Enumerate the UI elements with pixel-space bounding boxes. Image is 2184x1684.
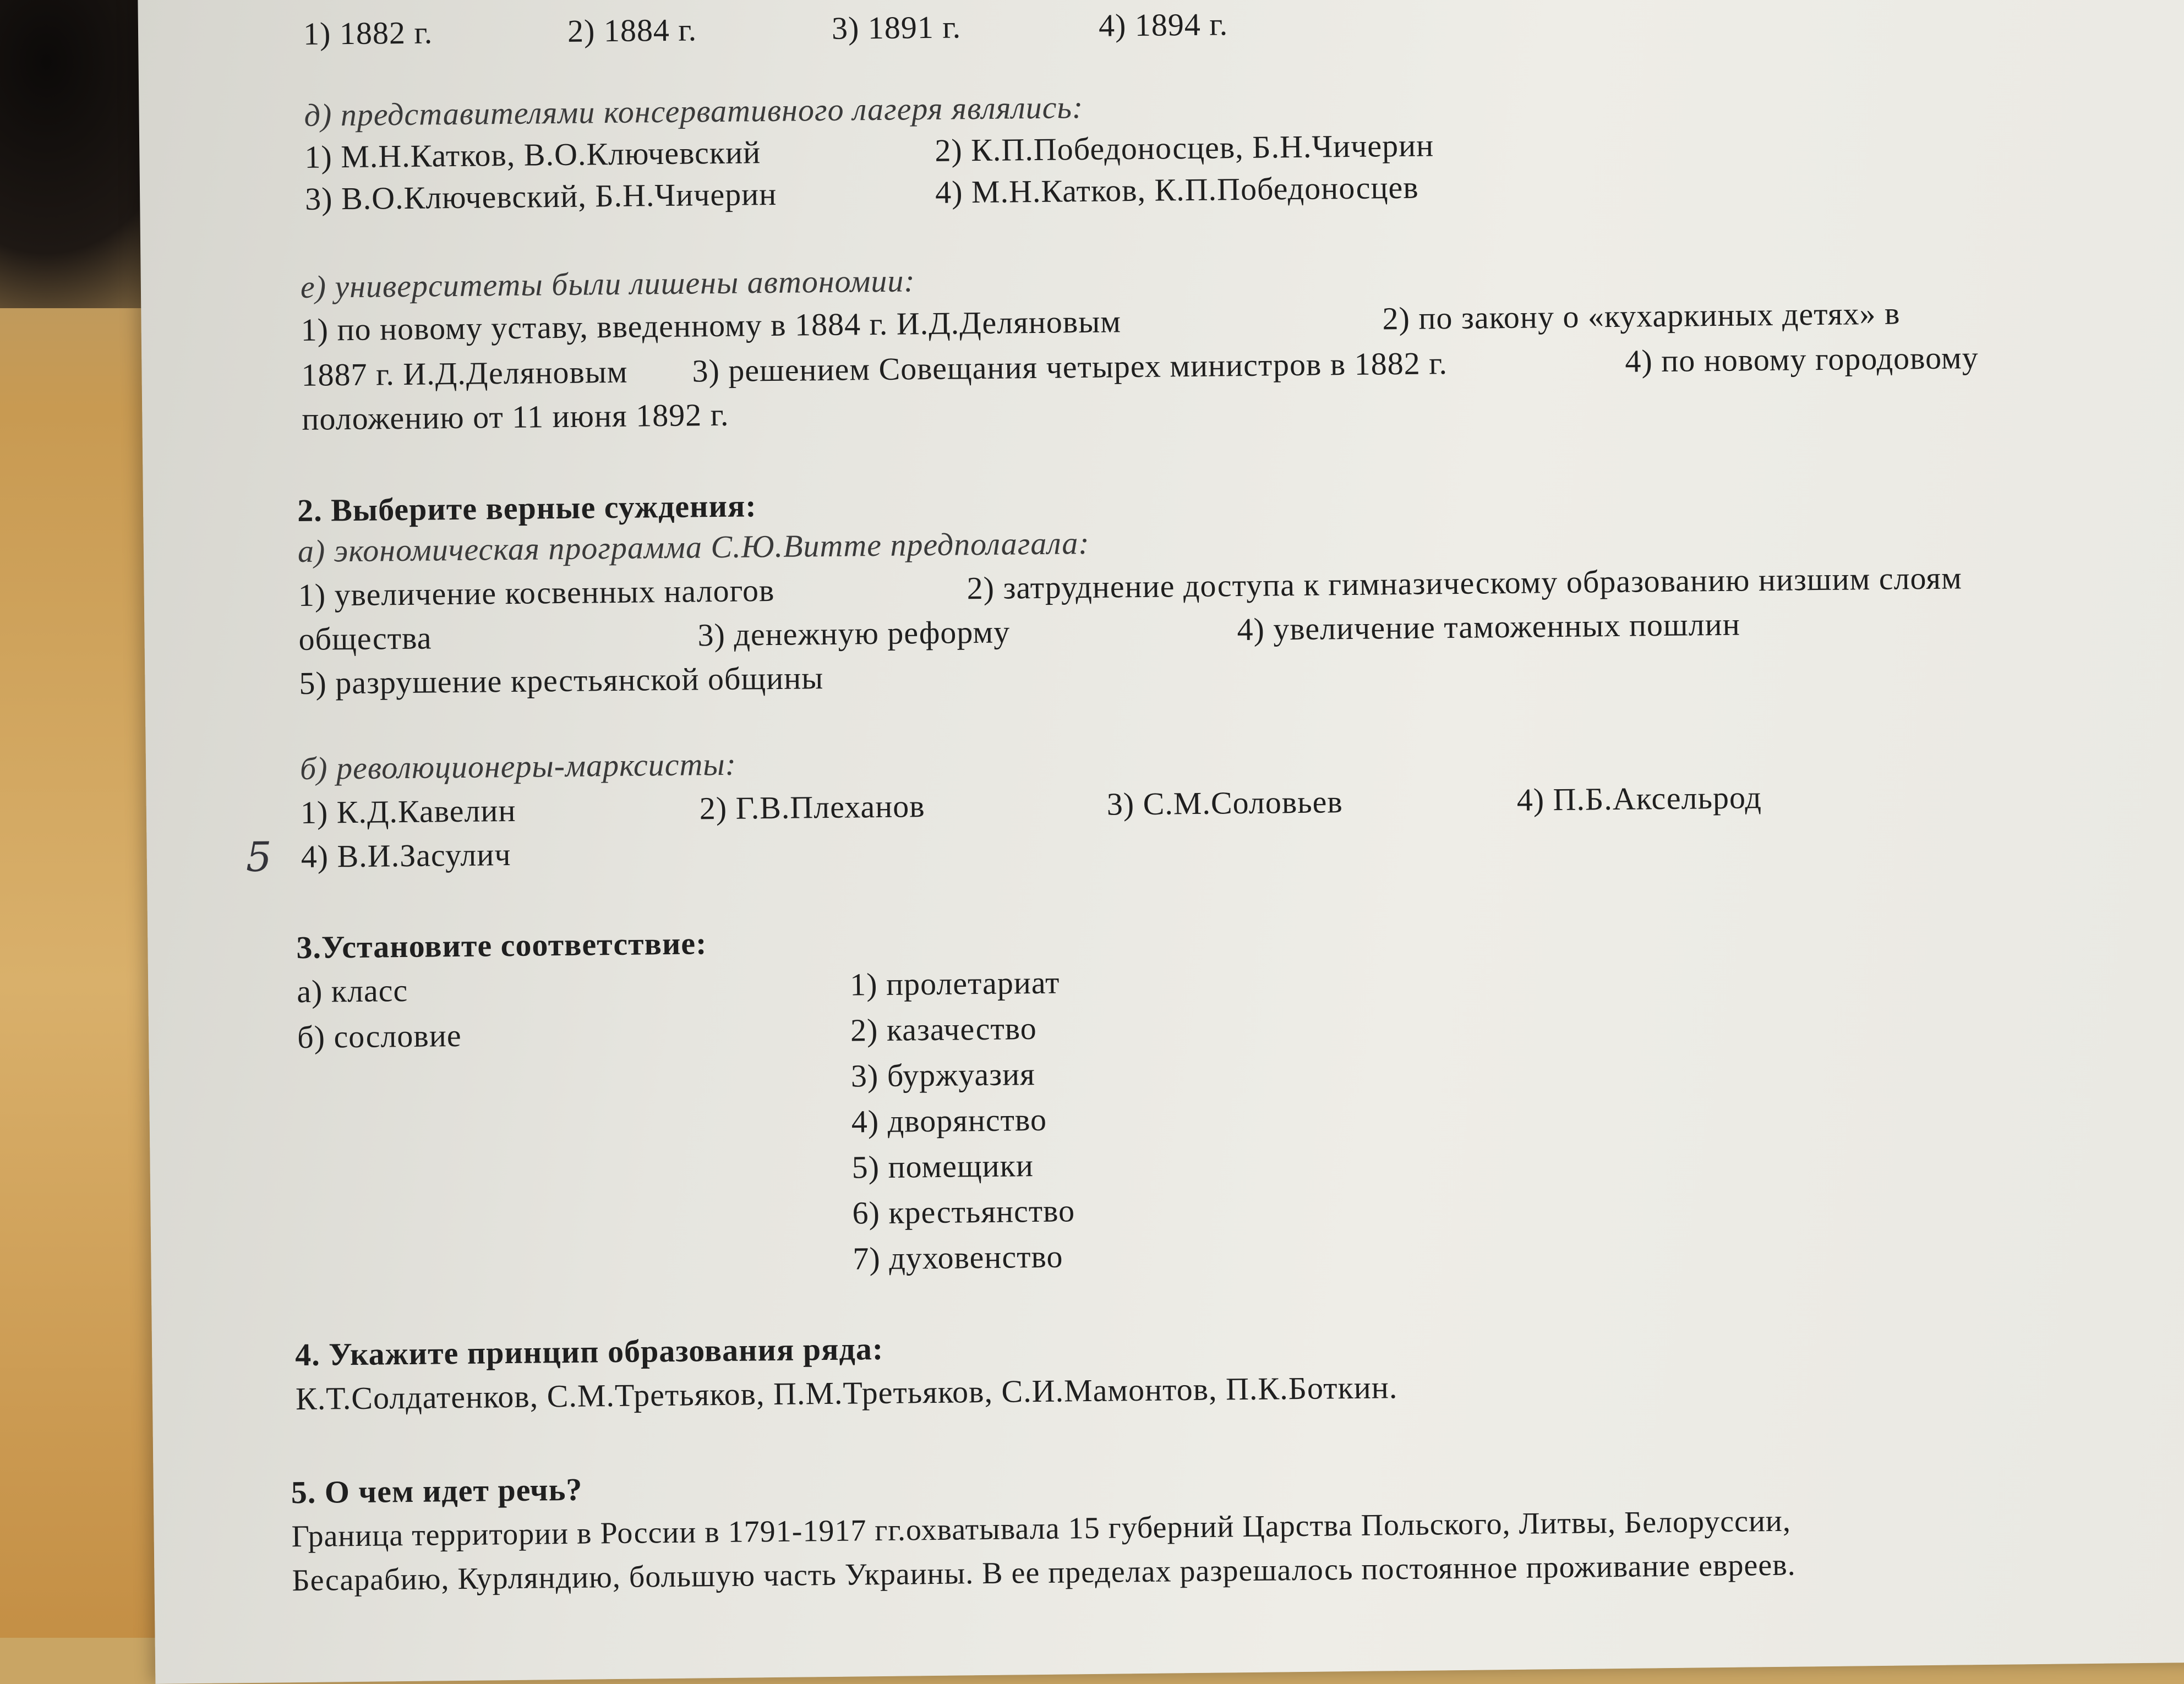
worksheet-page xyxy=(138,0,2184,1684)
q1c-option-4: 4) 1894 г. xyxy=(1098,6,1228,43)
q3-right-1: 1) пролетариат xyxy=(849,964,1060,1003)
q1e-line2a: 1887 г. И.Д.Деляновым xyxy=(301,353,628,393)
q1d-option-1: 1) М.Н.Катков, В.О.Ключевский xyxy=(304,134,761,175)
q5-heading: 5. О чем идет речь? xyxy=(291,1471,583,1511)
q2a-line2b: 3) денежную реформу xyxy=(697,614,1011,653)
q3-left-b: б) сословие xyxy=(297,1017,462,1056)
q2a-line2c: 4) увеличение таможенных пошлин xyxy=(1237,606,1740,648)
q1d-option-4: 4) М.Н.Катков, К.П.Победоносцев xyxy=(935,169,1419,210)
q3-right-7: 7) духовенство xyxy=(853,1238,1063,1277)
q4-heading: 4. Укажите принцип образования ряда: xyxy=(294,1330,884,1373)
q2a-prompt: а) экономическая программа С.Ю.Витте предполагала: xyxy=(297,524,1090,570)
q1d-prompt: д) представителями консервативного лагеря являлись: xyxy=(304,89,1084,133)
q3-right-5: 5) помещики xyxy=(851,1147,1034,1185)
q1e-line1b: 2) по закону о «кухаркиных детях» в xyxy=(1382,295,1901,337)
handwritten-five: 5 xyxy=(245,833,272,882)
q5-line1: Граница территории в России в 1791-1917 гг.охватывала 15 губерний Царства Польского, Литвы, Белоруссии, xyxy=(291,1503,1792,1554)
q2a-line1a: 1) увеличение косвенных налогов xyxy=(298,572,775,614)
q3-right-6: 6) крестьянство xyxy=(852,1193,1075,1231)
q5-line2: Бесарабию, Курляндию, большую часть Украины. В ее пределах разрешалось постоянное проживание евреев. xyxy=(292,1548,1796,1598)
q1d-option-2: 2) К.П.Победоносцев, Б.Н.Чичерин xyxy=(935,127,1434,168)
q1e-line2c: 4) по новому городовому xyxy=(1625,340,1979,379)
q1e-line3: положению от 11 июня 1892 г. xyxy=(302,396,729,437)
q2b-option-4: 4) П.Б.Аксельрод xyxy=(1516,779,1762,818)
q1e-line1a: 1) по новому уставу, введенному в 1884 г. И.Д.Деляновым xyxy=(301,303,1122,348)
q1e-line2b: 3) решением Совещания четырех министров в 1882 г. xyxy=(692,345,1448,389)
q1c-option-1: 1) 1882 г. xyxy=(303,14,433,52)
q2a-line2a: общества xyxy=(298,620,432,658)
q1e-prompt: е) университеты были лишены автономии: xyxy=(300,263,916,305)
q3-left-a: а) класс xyxy=(296,972,408,1010)
q4-text: К.Т.Солдатенков, С.М.Третьяков, П.М.Третьяков, С.И.Мамонтов, П.К.Боткин. xyxy=(295,1369,1398,1417)
q2-heading: 2. Выберите верные суждения: xyxy=(297,488,757,529)
q3-right-2: 2) казачество xyxy=(850,1010,1038,1048)
q2a-line3: 5) разрушение крестьянской общины xyxy=(299,660,824,701)
q1c-option-3: 3) 1891 г. xyxy=(831,9,962,46)
q1d-option-3: 3) В.О.Ключевский, Б.Н.Чичерин xyxy=(304,176,777,217)
q2b-option-2: 2) Г.В.Плеханов xyxy=(699,788,925,827)
q2b-option-3: 3) С.М.Соловьев xyxy=(1106,784,1344,822)
q2a-line1b: 2) затруднение доступа к гимназическому образованию низшим слоям xyxy=(967,560,1963,606)
q2b-option-1: 1) К.Д.Кавелин xyxy=(300,792,516,830)
q3-right-3: 3) буржуазия xyxy=(850,1056,1036,1094)
q1c-option-2: 2) 1884 г. xyxy=(567,12,697,49)
q3-right-4: 4) дворянство xyxy=(851,1101,1047,1140)
q2b-prompt: б) революционеры-марксисты: xyxy=(299,746,737,786)
q3-heading: 3.Установите соответствие: xyxy=(296,925,707,966)
q2b-option-5: 4) В.И.Засулич xyxy=(301,836,511,874)
